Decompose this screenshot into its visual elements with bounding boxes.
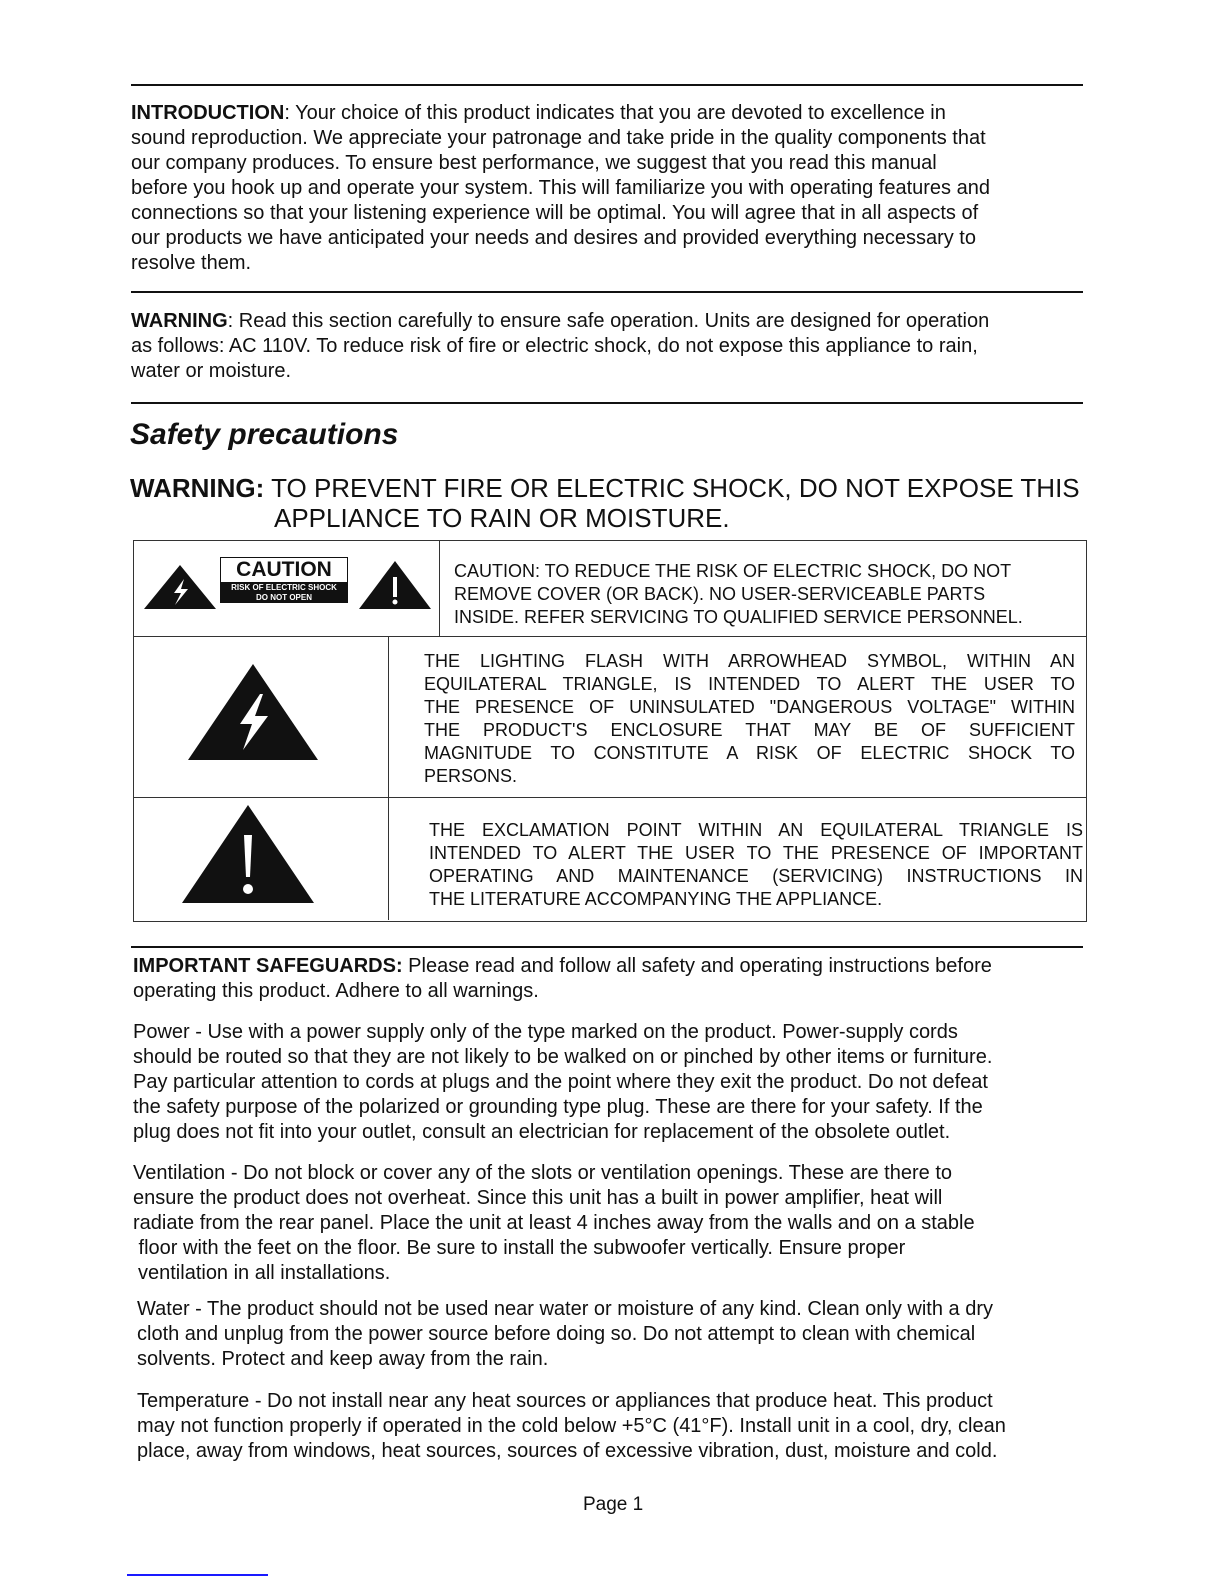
text-line: THE LIGHTING FLASH WITH ARROWHEAD SYMBOL, WITHIN AN bbox=[424, 651, 1075, 671]
text-line: water or moisture. bbox=[131, 360, 292, 382]
safeguards-label: IMPORTANT SAFEGUARDS: bbox=[133, 955, 403, 977]
lightning-triangle-icon bbox=[144, 565, 216, 609]
text-line: connections so that your listening experience will be optimal. You will agree that in all aspects of bbox=[131, 202, 979, 224]
text-line: resolve them. bbox=[131, 252, 252, 274]
text-line: OPERATING AND MAINTENANCE (SERVICING) INSTRUCTIONS IN bbox=[429, 866, 1083, 886]
text-line: cloth and unplug from the power source before doing so. Do not attempt to clean with chemical bbox=[137, 1323, 976, 1345]
text-line: THE LITERATURE ACCOMPANYING THE APPLIANCE. bbox=[429, 889, 883, 909]
exclamation-triangle-icon bbox=[359, 561, 431, 609]
text-line: THE EXCLAMATION POINT WITHIN AN EQUILATERAL TRIANGLE IS bbox=[429, 820, 1083, 840]
blue-underline bbox=[127, 1574, 268, 1576]
safeguards-paragraph bbox=[133, 954, 992, 1004]
page-number: Page 1 bbox=[583, 1494, 644, 1515]
text-line: PERSONS. bbox=[424, 766, 518, 786]
exclamation-row bbox=[134, 797, 1086, 920]
power-paragraph bbox=[133, 1020, 992, 1145]
text-line: APPLIANCE TO RAIN OR MOISTURE. bbox=[274, 503, 730, 533]
big-warning bbox=[130, 473, 1080, 533]
text-line: our company produces. To ensure best performance, we suggest that you read this manual bbox=[131, 152, 937, 174]
text-line: our products we have anticipated your needs and desires and provided everything necessary to bbox=[131, 227, 976, 249]
caution-label bbox=[220, 557, 348, 603]
text-line: before you hook up and operate your system. This will familiarize you with operating features and bbox=[131, 177, 990, 199]
divider bbox=[131, 84, 1083, 86]
text-line: : Read this section carefully to ensure safe operation. Units are designed for operation bbox=[227, 310, 990, 332]
ventilation-paragraph bbox=[133, 1161, 975, 1286]
divider bbox=[131, 291, 1083, 293]
exclamation-text bbox=[429, 819, 1083, 911]
big-warning-label: WARNING: bbox=[130, 473, 265, 503]
divider bbox=[131, 946, 1083, 948]
caution-text bbox=[454, 560, 1023, 629]
text-line: as follows: AC 110V. To reduce risk of fire or electric shock, do not expose this appliance to rain, bbox=[131, 335, 978, 357]
text-line: TO PREVENT FIRE OR ELECTRIC SHOCK, DO NOT EXPOSE THIS bbox=[264, 473, 1080, 503]
lightning-row bbox=[134, 636, 1086, 798]
exclamation-triangle-icon bbox=[182, 805, 314, 903]
text-line: THE PRODUCT'S ENCLOSURE THAT MAY BE OF SUFFICIENT bbox=[424, 720, 1075, 740]
text-line: CAUTION: TO REDUCE THE RISK OF ELECTRIC SHOCK, DO NOT bbox=[454, 561, 1012, 581]
text-line: may not function properly if operated in the cold below +5°C (41°F). Install unit in a cool, dry, clean bbox=[137, 1415, 1006, 1437]
caution-row bbox=[134, 541, 1086, 637]
divider bbox=[388, 797, 389, 920]
introduction-paragraph bbox=[131, 101, 990, 276]
text-line: Please read and follow all safety and operating instructions before bbox=[402, 955, 992, 977]
text-line: MAGNITUDE TO CONSTITUTE A RISK OF ELECTRIC SHOCK TO bbox=[424, 743, 1075, 763]
water-paragraph bbox=[137, 1297, 993, 1372]
text-line: should be routed so that they are not likely to be walked on or pinched by other items or furniture. bbox=[133, 1046, 993, 1068]
divider bbox=[131, 402, 1083, 404]
symbols-table bbox=[133, 540, 1087, 922]
text-line: INSIDE. REFER SERVICING TO QUALIFIED SERVICE PERSONNEL. bbox=[454, 607, 1023, 627]
text-line: Ventilation - Do not block or cover any of the slots or ventilation openings. These are there to bbox=[133, 1162, 952, 1184]
section-title: Safety precautions bbox=[130, 418, 399, 451]
caution-label-text: RISK OF ELECTRIC SHOCK bbox=[231, 583, 337, 592]
text-line: Pay particular attention to cords at plugs and the point where they exit the product. Do not defeat bbox=[133, 1071, 988, 1093]
caution-label-text: DO NOT OPEN bbox=[255, 593, 312, 602]
text-line: EQUILATERAL TRIANGLE, IS INTENDED TO ALERT THE USER TO bbox=[424, 674, 1075, 694]
lightning-triangle-icon bbox=[188, 664, 318, 760]
text-line: operating this product. Adhere to all warnings. bbox=[133, 980, 539, 1002]
text-line: plug does not fit into your outlet, consult an electrician for replacement of the obsolete outlet. bbox=[133, 1121, 951, 1143]
divider bbox=[439, 541, 440, 636]
text-line: floor with the feet on the floor. Be sure to install the subwoofer vertically. Ensure proper bbox=[133, 1237, 906, 1259]
lightning-text bbox=[424, 650, 1075, 788]
text-line: sound reproduction. We appreciate your patronage and take pride in the quality components that bbox=[131, 127, 986, 149]
divider bbox=[388, 636, 389, 797]
text-line: place, away from windows, heat sources, sources of excessive vibration, dust, moisture and cold. bbox=[137, 1440, 998, 1462]
text-line: Power - Use with a power supply only of the type marked on the product. Power-supply cords bbox=[133, 1021, 958, 1043]
text-line: THE PRESENCE OF UNINSULATED "DANGEROUS VOLTAGE" WITHIN bbox=[424, 697, 1075, 717]
text-line: ventilation in all installations. bbox=[138, 1262, 391, 1284]
text-line: REMOVE COVER (OR BACK). NO USER-SERVICEABLE PARTS bbox=[454, 584, 986, 604]
text-line: ensure the product does not overheat. Since this unit has a built in power amplifier, heat will bbox=[133, 1187, 943, 1209]
text-line: Temperature - Do not install near any heat sources or appliances that produce heat. This product bbox=[137, 1390, 993, 1412]
text-line: the safety purpose of the polarized or grounding type plug. These are there for your safety. If the bbox=[133, 1096, 983, 1118]
introduction-label: INTRODUCTION bbox=[131, 102, 285, 124]
warning-label: WARNING bbox=[131, 310, 228, 332]
text-line: INTENDED TO ALERT THE USER TO THE PRESENCE OF IMPORTANT bbox=[429, 843, 1083, 863]
text-line: : Your choice of this product indicates that you are devoted to excellence in bbox=[284, 102, 946, 124]
text-line: radiate from the rear panel. Place the unit at least 4 inches away from the walls and on a stable bbox=[133, 1212, 975, 1234]
text-line: solvents. Protect and keep away from the rain. bbox=[137, 1348, 549, 1370]
warning-paragraph bbox=[131, 309, 989, 384]
temperature-paragraph bbox=[137, 1389, 1006, 1464]
text-line: Water - The product should not be used near water or moisture of any kind. Clean only with a dry bbox=[137, 1298, 993, 1320]
caution-label-title: CAUTION bbox=[220, 557, 348, 583]
